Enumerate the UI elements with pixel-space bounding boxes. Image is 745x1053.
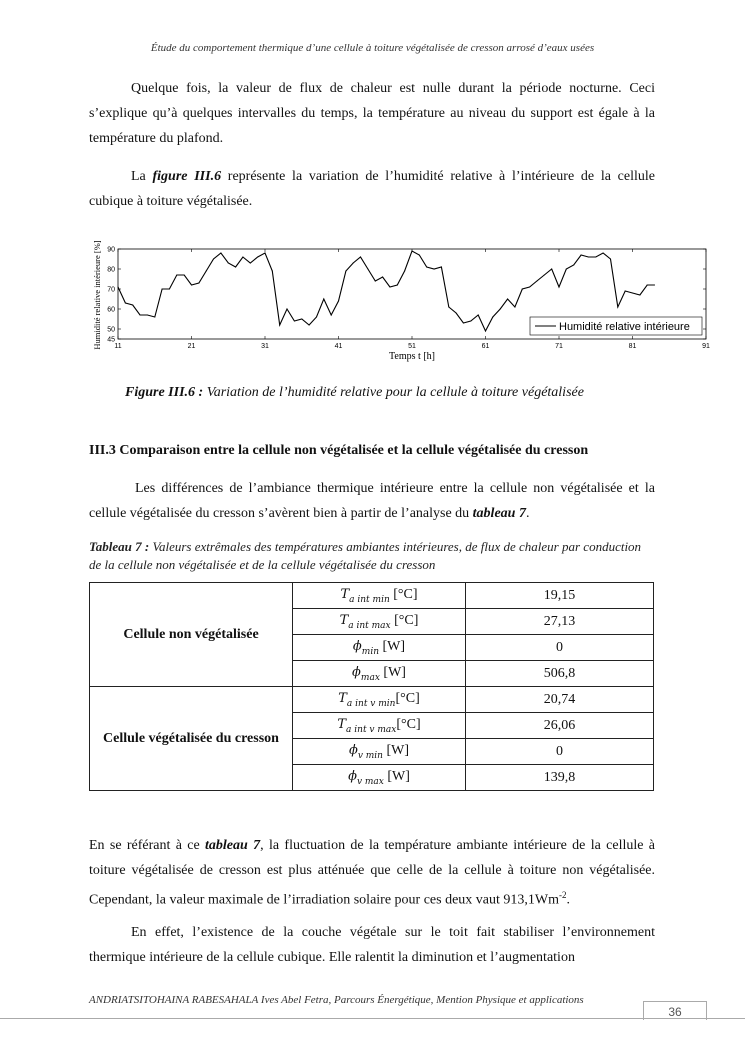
data-point bbox=[272, 271, 273, 272]
data-point bbox=[220, 253, 221, 254]
data-point bbox=[389, 287, 390, 288]
quantity-cell: $T_{a int min}$ [°C] bbox=[293, 583, 466, 609]
data-point bbox=[500, 309, 501, 310]
data-point bbox=[360, 257, 361, 258]
value-cell: 0 bbox=[466, 635, 654, 661]
data-point bbox=[647, 285, 648, 286]
data-point bbox=[309, 325, 310, 326]
data-point bbox=[536, 281, 537, 282]
footer-divider bbox=[0, 1018, 745, 1019]
data-point bbox=[287, 309, 288, 310]
data-point bbox=[176, 275, 177, 276]
data-point bbox=[265, 253, 266, 254]
data-point bbox=[316, 317, 317, 318]
value-cell: 26,06 bbox=[466, 713, 654, 739]
x-tick-label: 61 bbox=[481, 343, 490, 350]
data-point bbox=[625, 291, 626, 292]
data-point bbox=[544, 275, 545, 276]
quantity-cell: $T_{a int v min}[^\circ C]$ bbox=[293, 687, 466, 713]
data-point bbox=[162, 289, 163, 290]
data-point bbox=[331, 315, 332, 316]
data-point bbox=[419, 255, 420, 256]
x-tick-label: 11 bbox=[114, 343, 122, 350]
data-point bbox=[257, 257, 258, 258]
data-point bbox=[566, 269, 567, 270]
data-point bbox=[478, 315, 479, 316]
x-tick-label: 81 bbox=[628, 343, 637, 350]
y-tick-label: 70 bbox=[107, 286, 115, 294]
data-point bbox=[147, 315, 148, 316]
x-tick-label: 41 bbox=[334, 343, 343, 350]
data-point bbox=[522, 289, 523, 290]
data-point bbox=[279, 325, 280, 326]
table-row bbox=[90, 583, 654, 609]
x-tick-label: 51 bbox=[408, 343, 416, 350]
data-point bbox=[588, 257, 589, 258]
data-point bbox=[463, 323, 464, 324]
data-point bbox=[353, 263, 354, 264]
data-point bbox=[448, 307, 449, 308]
value-cell: 27,13 bbox=[466, 609, 654, 635]
value-cell: 0 bbox=[466, 739, 654, 765]
humidity-chart bbox=[89, 226, 715, 364]
paragraph-1: Quelque fois, la valeur de flux de chaleur est nulle durant la période nocturne. Ceci s’explique qu’à quelques intervalles du temps, la température au niveau du support est égale à la température du plafond. bbox=[89, 81, 655, 146]
data-point bbox=[345, 271, 346, 272]
x-tick-label: 21 bbox=[187, 343, 196, 350]
figure-caption: Figure III.6 : Variation de l’humidité relative pour la cellule à toiture végétalisée bbox=[125, 385, 584, 400]
section-heading: III.3 Comparaison entre la cellule non végétalisée et la cellule végétalisée du cresson bbox=[89, 443, 589, 458]
paragraph-3: Les différences de l’ambiance thermique intérieure entre la cellule non végétalisée et la cellule végétalisée du cresson s’avèrent bien à partir de l’analyse du tableau 7. bbox=[89, 481, 655, 521]
data-point bbox=[382, 277, 383, 278]
paragraph-4: En se référant à ce tableau 7, la fluctuation de la température ambiante intérieure de la cellule à toiture végétalisée de cresson est plus atténuée que celle de la cellule à toiture non végétalisée. Cependant, la valeur maximale de l’irradiation solaire pour ces deux vaut $913,1Wm^{-2}$. bbox=[89, 838, 656, 908]
data-point bbox=[323, 299, 324, 300]
data-point bbox=[654, 285, 655, 286]
data-point bbox=[404, 271, 405, 272]
group-label: Cellule non végétalisée bbox=[90, 583, 293, 687]
data-point bbox=[456, 313, 457, 314]
data-point bbox=[397, 285, 398, 286]
data-point bbox=[639, 295, 640, 296]
data-point bbox=[485, 331, 486, 332]
data-point bbox=[529, 287, 530, 288]
data-point bbox=[412, 251, 413, 252]
data-point bbox=[301, 319, 302, 320]
quantity-cell: $T_{a int v max}[^\circ C]$ bbox=[293, 713, 466, 739]
value-cell: 20,74 bbox=[466, 687, 654, 713]
data-point bbox=[140, 315, 141, 316]
quantity-cell: $T_{a int max}$ [°C] bbox=[293, 609, 466, 635]
table-reference: tableau 7 bbox=[472, 506, 526, 521]
y-tick-label: 60 bbox=[107, 306, 115, 314]
data-point bbox=[632, 293, 633, 294]
extremal-values-table bbox=[89, 582, 654, 791]
data-point bbox=[434, 269, 435, 270]
data-point bbox=[492, 317, 493, 318]
data-point bbox=[514, 307, 515, 308]
data-point bbox=[191, 285, 192, 286]
data-point bbox=[184, 275, 185, 276]
data-point bbox=[125, 303, 126, 304]
y-axis-label: Humidité relative intérieure [%] bbox=[92, 240, 102, 350]
x-tick-label: 91 bbox=[702, 343, 710, 350]
quantity-cell: $\phi_{v max}$ [W] bbox=[293, 765, 466, 791]
data-point bbox=[338, 301, 339, 302]
data-point bbox=[573, 265, 574, 266]
data-point bbox=[617, 307, 618, 308]
quantity-cell: $\phi_{max}$ [W] bbox=[293, 661, 466, 687]
data-point bbox=[118, 287, 119, 288]
y-tick-label: 45 bbox=[107, 336, 115, 344]
data-point bbox=[470, 321, 471, 322]
data-point bbox=[242, 257, 243, 258]
value-cell: 506,8 bbox=[466, 661, 654, 687]
paragraph-5: En effet, l’existence de la couche végétale sur le toit fait stabiliser l’environnement thermique intérieure de la cellule cubique. Elle ralentit la diminution et l’augmentation bbox=[89, 925, 655, 965]
y-tick-label: 90 bbox=[107, 246, 115, 254]
data-point bbox=[250, 263, 251, 264]
quantity-cell: $\phi_{min}$ [W] bbox=[293, 635, 466, 661]
x-tick-label: 71 bbox=[555, 343, 563, 350]
data-point bbox=[441, 267, 442, 268]
data-point bbox=[551, 269, 552, 270]
value-cell: 139,8 bbox=[466, 765, 654, 791]
data-point bbox=[169, 289, 170, 290]
data-point bbox=[559, 287, 560, 288]
group-label: Cellule végétalisée du cresson bbox=[90, 687, 293, 791]
value-cell: 19,15 bbox=[466, 583, 654, 609]
x-tick-label: 31 bbox=[261, 343, 269, 350]
legend-label: Humidité relative intérieure bbox=[559, 321, 690, 333]
x-axis-label: Temps t [h] bbox=[389, 351, 435, 362]
page-header: Étude du comportement thermique d’une cellule à toiture végétalisée de cresson arrosé d’eaux usées bbox=[150, 42, 595, 54]
data-point bbox=[610, 259, 611, 260]
data-point bbox=[595, 257, 596, 258]
table-caption: Tableau 7 : Valeurs extrêmales des températures ambiantes intérieures, de flux de chaleur par conduction de la cellule non végétalisée et de la cellule végétalisée du cresson bbox=[89, 539, 642, 572]
quantity-cell: $\phi_{v min}$ [W] bbox=[293, 739, 466, 765]
figure-reference: figure III.6 bbox=[152, 169, 222, 184]
data-point bbox=[507, 299, 508, 300]
page-footer: ANDRIATSITOHAINA RABESAHALA Ives Abel Fetra, Parcours Énergétique, Mention Physique et applications bbox=[89, 994, 584, 1006]
page-number: 36 bbox=[643, 1001, 707, 1020]
data-point bbox=[154, 317, 155, 318]
data-point bbox=[228, 263, 229, 264]
table-reference: tableau 7 bbox=[205, 838, 261, 853]
y-tick-label: 80 bbox=[107, 266, 115, 274]
data-point bbox=[375, 281, 376, 282]
table-row bbox=[90, 687, 654, 713]
data-point bbox=[198, 283, 199, 284]
data-point bbox=[603, 253, 604, 254]
data-point bbox=[235, 267, 236, 268]
data-point bbox=[294, 321, 295, 322]
data-point bbox=[426, 267, 427, 268]
data-point bbox=[206, 271, 207, 272]
y-tick-label: 50 bbox=[107, 326, 115, 334]
data-point bbox=[132, 305, 133, 306]
data-point bbox=[367, 269, 368, 270]
paragraph-2: La figure III.6 représente la variation de l’humidité relative à l’intérieure de la cellule cubique à toiture végétalisée. bbox=[89, 169, 655, 209]
data-point bbox=[581, 255, 582, 256]
data-point bbox=[213, 259, 214, 260]
